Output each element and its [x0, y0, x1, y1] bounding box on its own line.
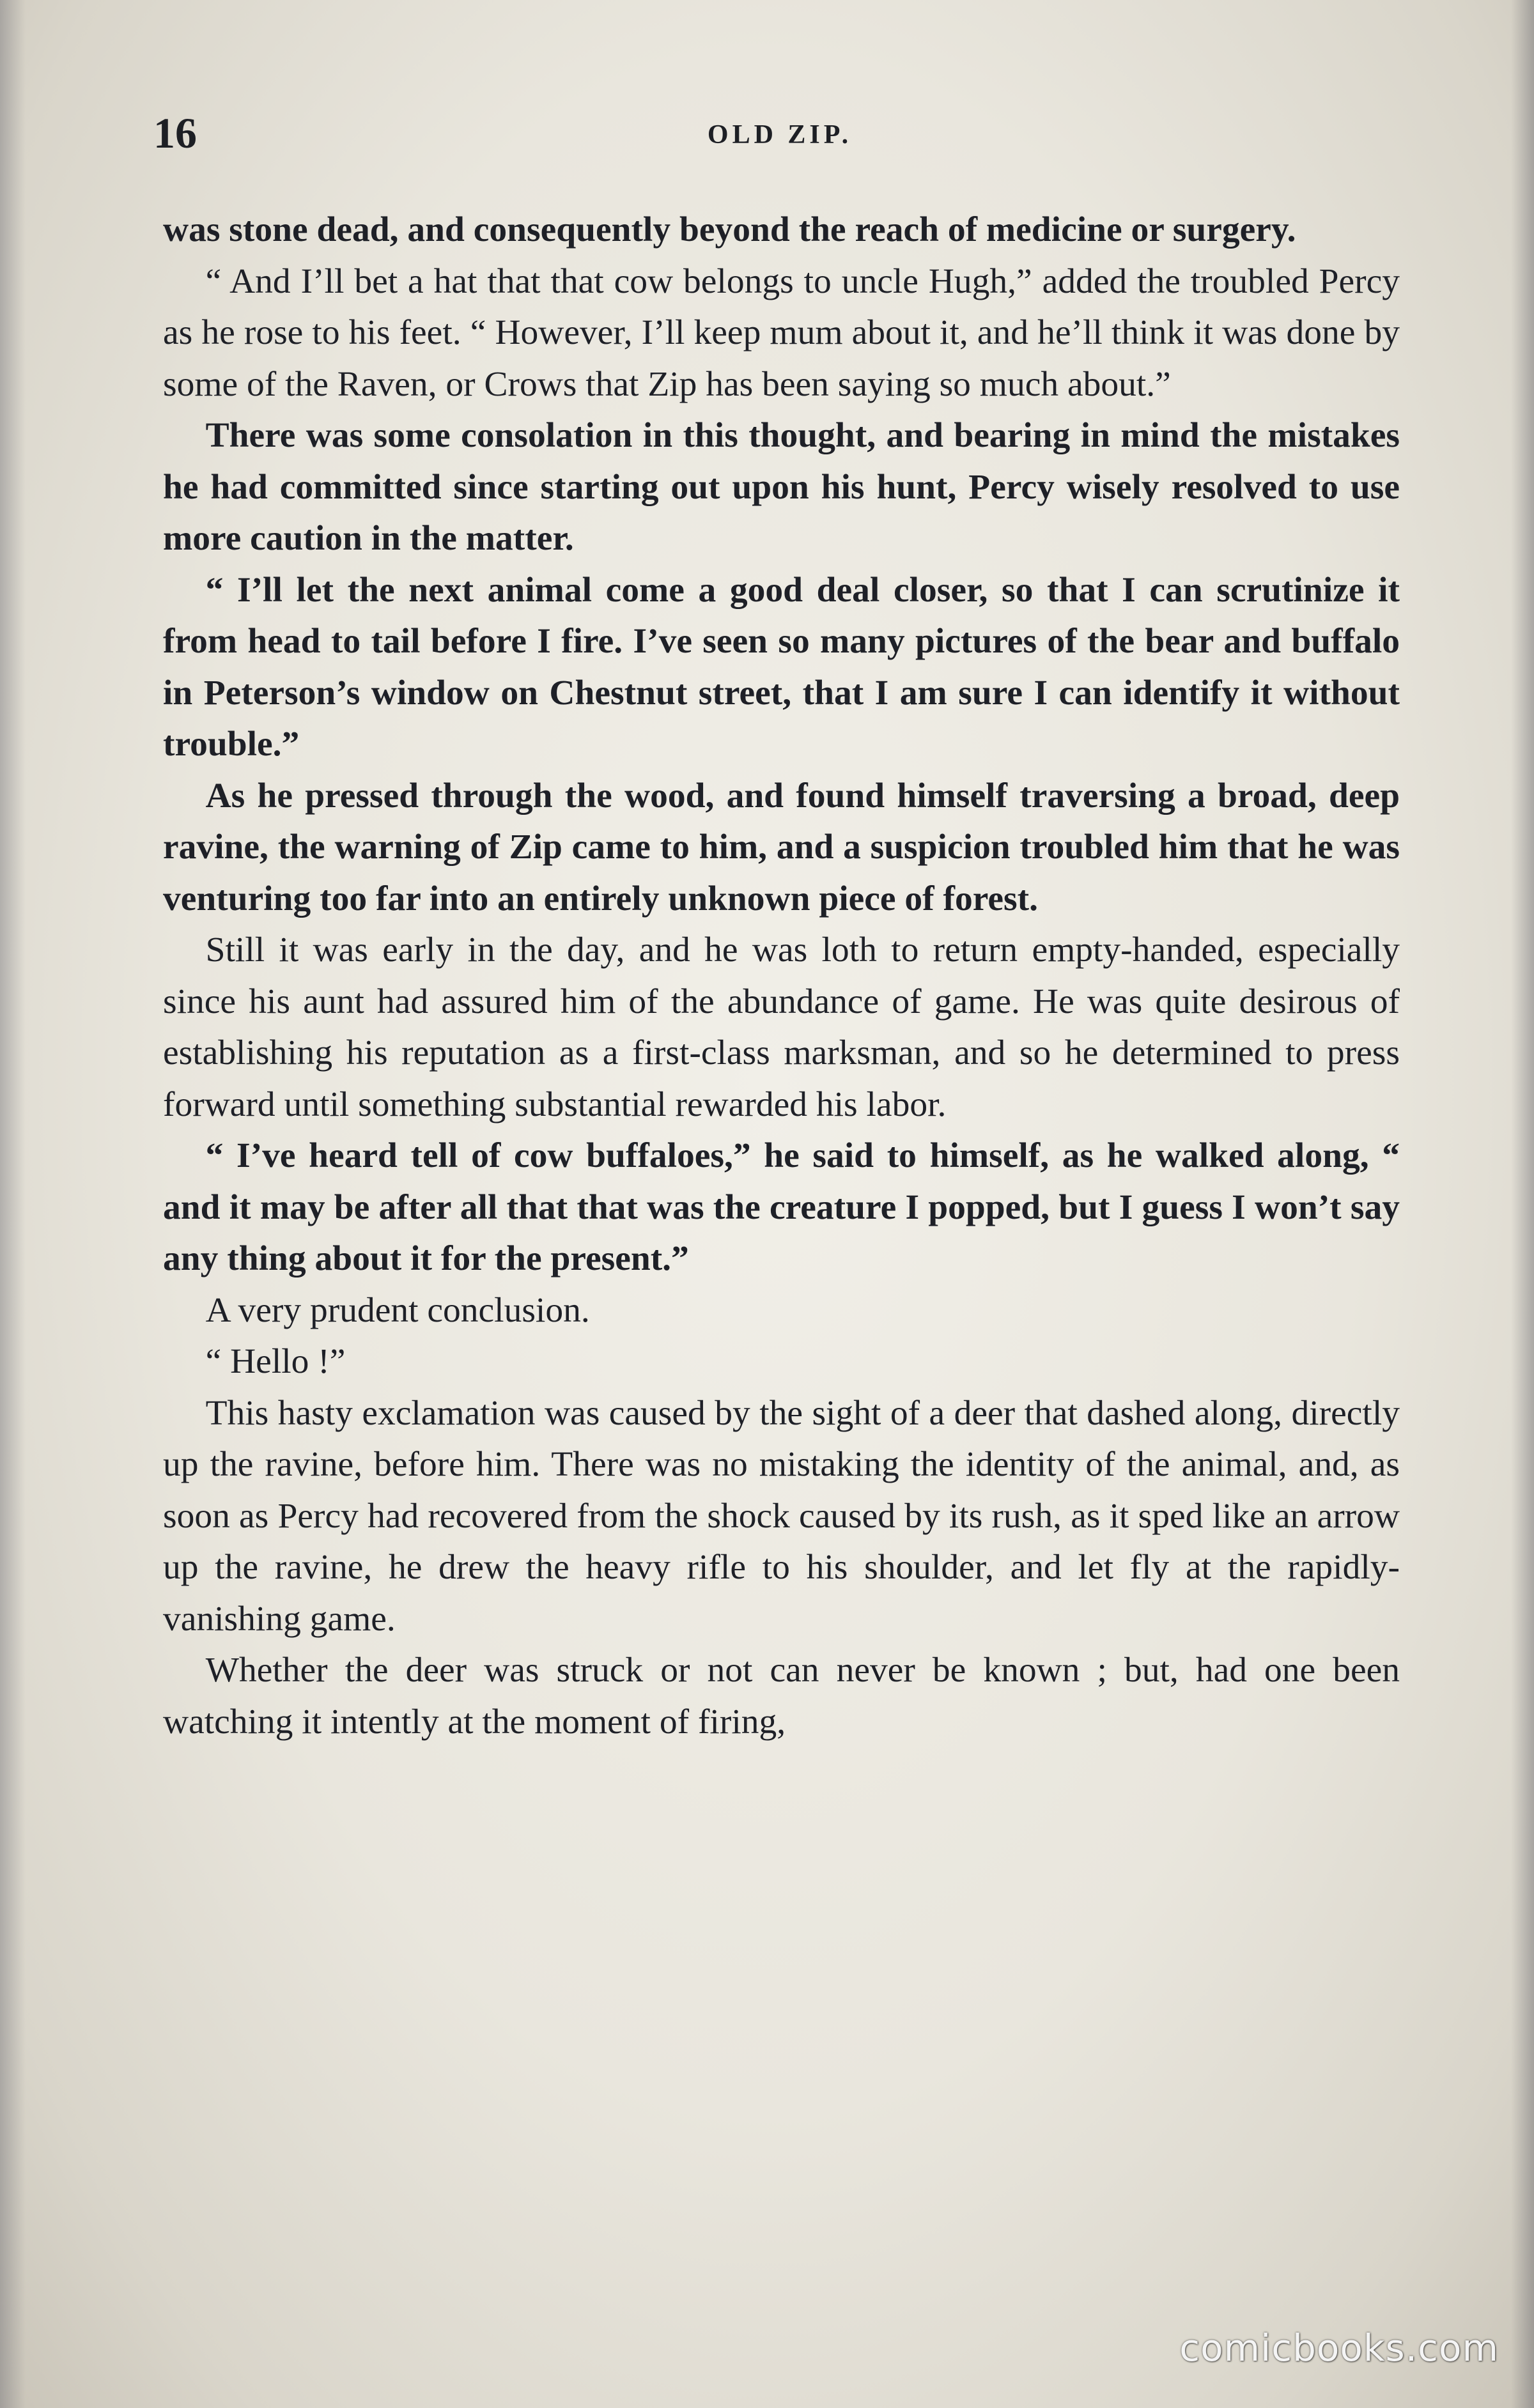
paragraph-1: was stone dead, and consequently beyond the reach of medicine or surgery.	[163, 210, 1296, 249]
page-number: 16	[153, 109, 197, 157]
page-shadow-right	[1511, 0, 1534, 2408]
source-watermark: comicbooks.com	[1179, 2326, 1499, 2370]
paragraph-7: “ I’ve heard tell of cow buffaloes,” he said to himself, as he walked along, “ and it may be after all that that was the creature I popped, but I guess I won’t say any thing about it for the present.”	[163, 1136, 1400, 1278]
page-shadow-left	[0, 0, 26, 2408]
paragraph-5: As he pressed through the wood, and found himself traversing a broad, deep ravine, the warning of Zip came to him, and a suspicion troubled him that he was venturing too far into an entirely unknown piece of forest.	[163, 776, 1400, 918]
paragraph-9: “ Hello !”	[205, 1342, 346, 1381]
page-header	[153, 107, 1406, 158]
paragraph-11: Whether the deer was struck or not can never be known ; but, had one been watching it intently at the moment of firing,	[163, 1651, 1400, 1741]
running-head: OLD ZIP.	[707, 120, 853, 150]
paragraph-6: Still it was early in the day, and he was loth to return empty-handed, especially since his aunt had assured him of the abundance of game. He was quite desirous of establishing his reputation as a first-class marksman, and so he determined to press forward until something substantial rewarded his labor.	[163, 930, 1400, 1124]
paragraph-2: “ And I’ll bet a hat that that cow belongs to uncle Hugh,” added the troubled Percy as he rose to his feet. “ However, I’ll keep mum about it, and he’ll think it was done by some of the Raven, or Crows that Zip has been saying so much about.”	[163, 261, 1400, 404]
paragraph-8: A very prudent conclusion.	[205, 1290, 590, 1330]
paragraph-3: There was some consolation in this thought, and bearing in mind the mistakes he had committed since starting out upon his hunt, Percy wisely resolved to use more caution in the matter.	[163, 416, 1400, 558]
paragraph-4: “ I’ll let the next animal come a good deal closer, so that I can scrutinize it from head to tail before I fire. I’ve seen so many pictures of the bear and buffalo in Peterson’s window on Chestnut street, that I am sure I can identify it without trouble.”	[163, 570, 1400, 764]
paragraph-10: This hasty exclamation was caused by the sight of a deer that dashed along, directly up the ravine, before him. There was no mistaking the identity of the animal, and, as soon as Percy had recovered from the shock caused by its rush, as it sped like an arrow up the ravine, he drew the heavy rifle to his shoulder, and let fly at the rapidly-vanishing game.	[163, 1393, 1400, 1639]
body-text	[163, 205, 1400, 1748]
